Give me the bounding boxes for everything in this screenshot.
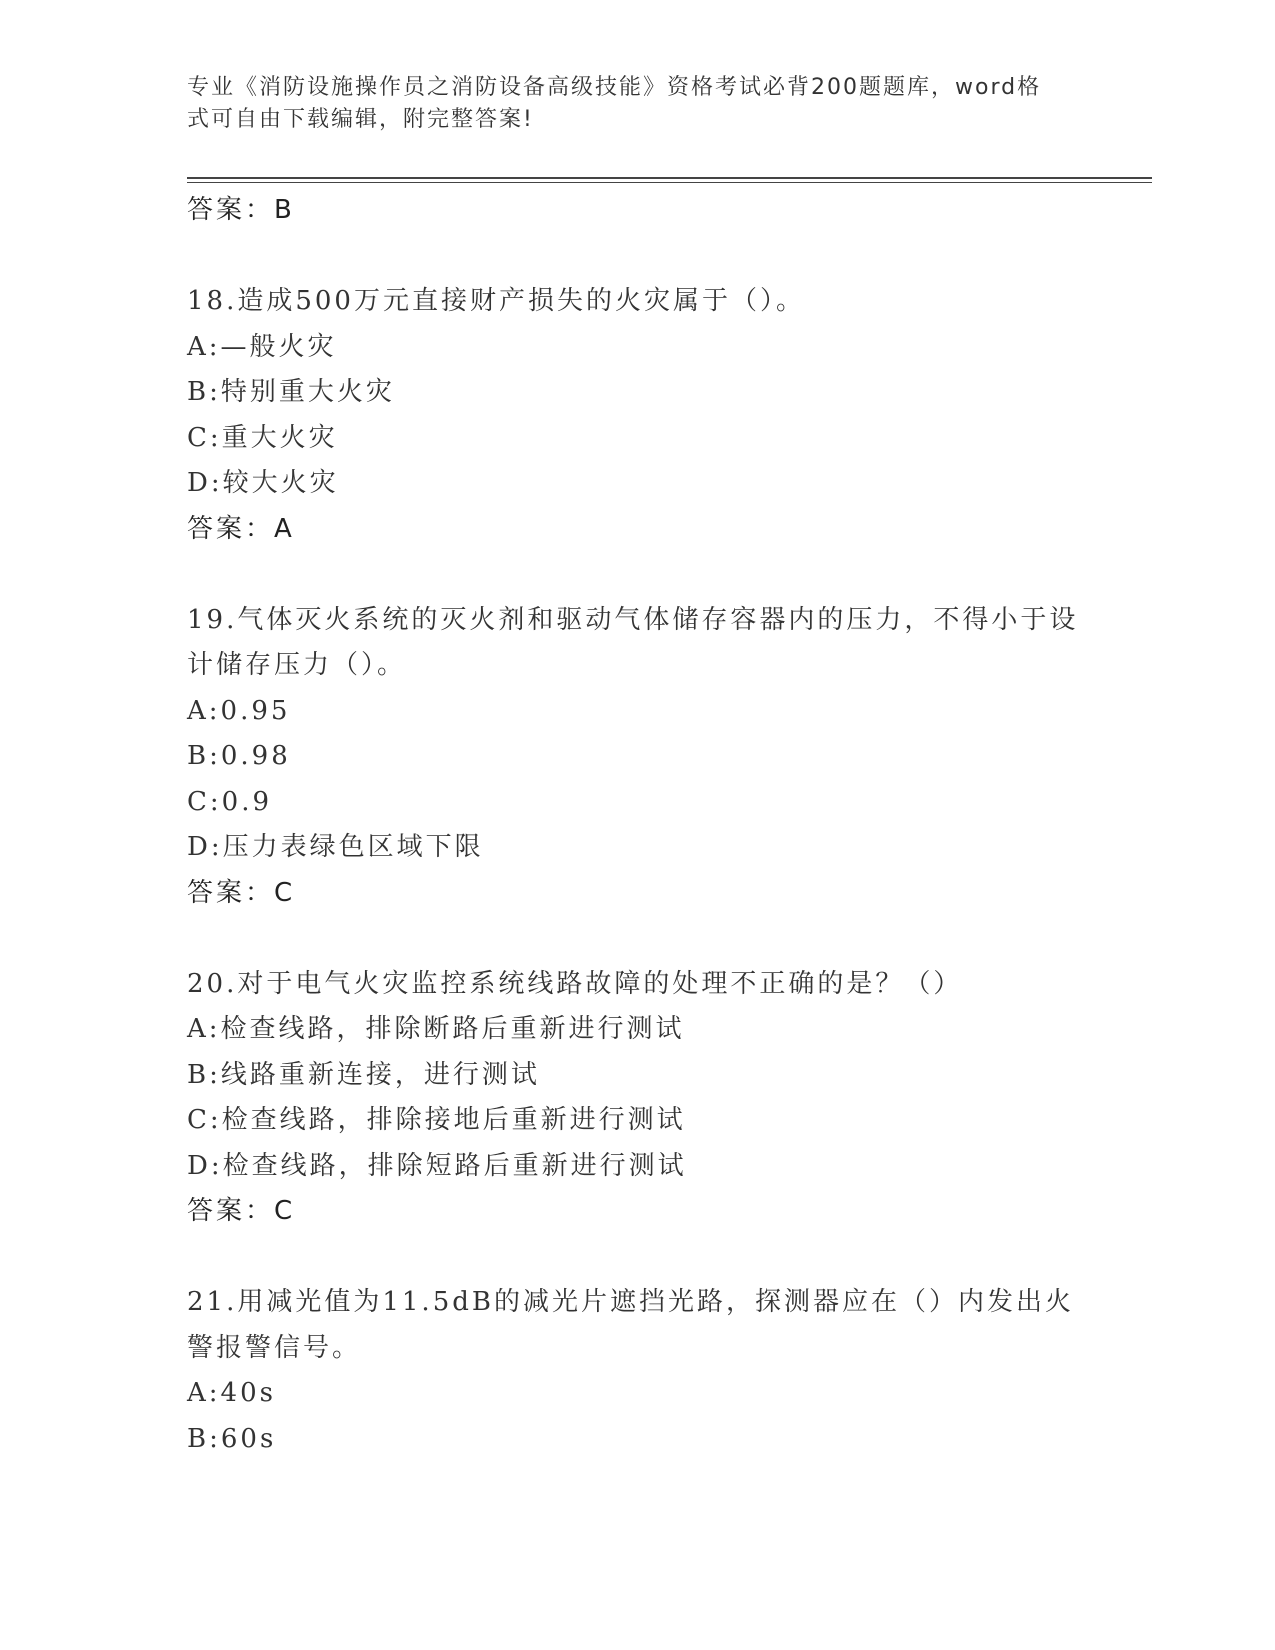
header-divider-thin [187,182,1152,183]
question-21 [187,1280,1117,1462]
option-a: A:—般火灾 [187,331,337,362]
spacer [187,234,1117,280]
spacer [187,1235,1117,1281]
question-text: 19.气体灭火系统的灭火剂和驱动气体储存容器内的压力，不得小于设 [187,604,1079,635]
option-c: C:重大火灾 [187,422,338,453]
question-19 [187,598,1117,917]
option-a: A:检查线路，排除断路后重新进行测试 [187,1014,685,1044]
option-b: B:0.98 [187,741,291,771]
question-text-cont: 计储存压力（）。 [187,650,407,680]
question-text: 18.造成500万元直接财产损失的火灾属于（）。 [187,286,805,316]
question-text: 20.对于电气火灾监控系统线路故障的处理不正确的是？（） [187,968,963,999]
question-text-cont: 警报警信号。 [187,1332,362,1363]
option-a: A:0.95 [187,695,291,726]
header-divider-thick [187,177,1152,179]
option-d: D:较大火灾 [187,468,339,498]
option-b: B:60s [187,1423,277,1454]
option-c: C:0.9 [187,786,273,817]
question-text: 21.用减光值为11.5dB的减光片遮挡光路，探测器应在（）内发出火 [187,1287,1074,1317]
option-d: D:压力表绿色区域下限 [187,832,484,862]
option-b: B:特别重大火灾 [187,377,395,407]
answer: 答案：C [187,1196,296,1226]
header-line-2: 式可自由下载编辑，附完整答案! [187,107,534,132]
header-line-1: 专业《消防设施操作员之消防设备高级技能》资格考试必背200题题库，word格 [187,75,1042,100]
spacer [187,552,1117,598]
spacer [187,916,1117,962]
option-a: A:40s [187,1378,276,1408]
question-20 [187,962,1117,1235]
option-b: B:线路重新连接，进行测试 [187,1059,540,1090]
answer: 答案：A [187,513,295,544]
previous-answer: 答案：B [187,195,295,225]
question-list [187,188,1117,1462]
option-c: C:检查线路，排除接地后重新进行测试 [187,1105,686,1135]
question-18 [187,279,1117,552]
option-d: D:检查线路，排除短路后重新进行测试 [187,1150,687,1181]
answer: 答案：C [187,877,296,908]
page-header [187,72,1067,136]
